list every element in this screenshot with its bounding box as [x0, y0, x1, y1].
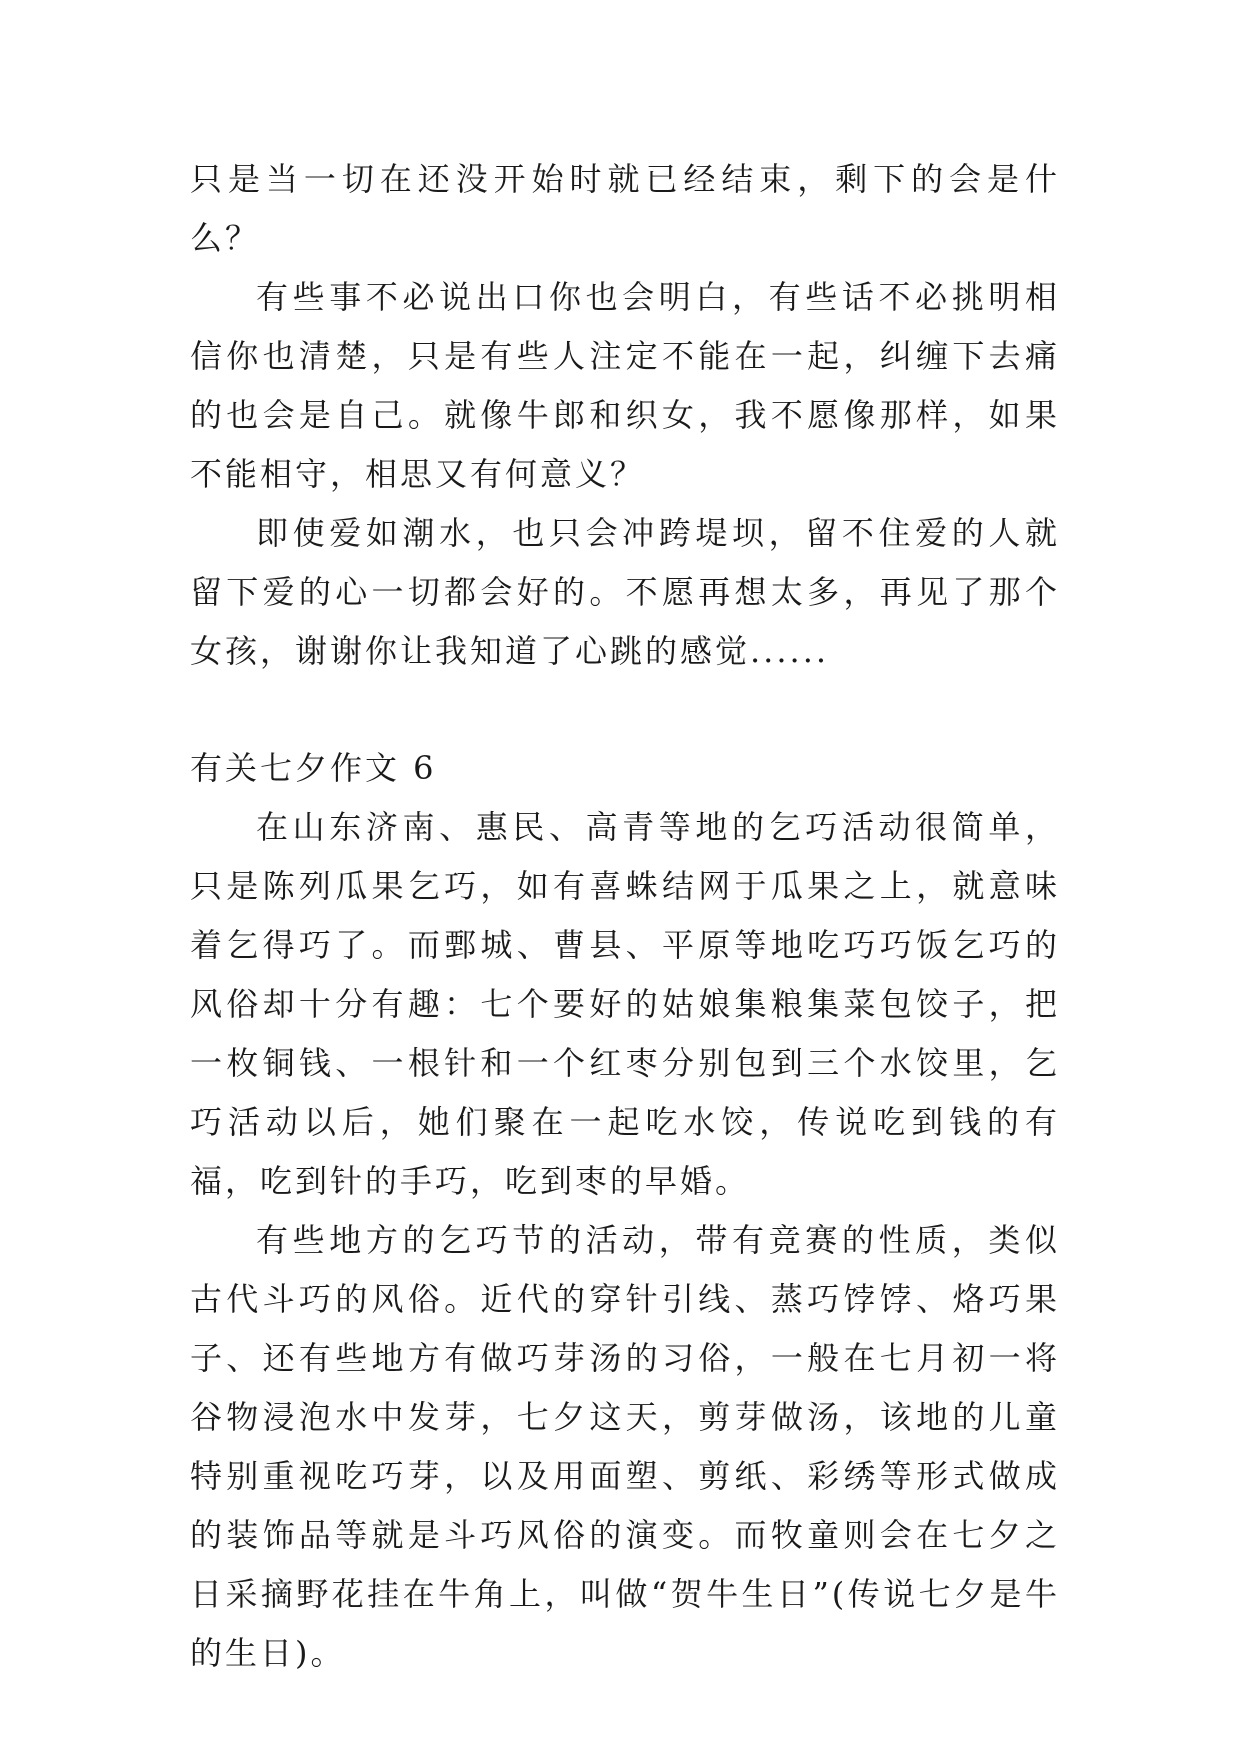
- intro-line: 只是当一切在还没开始时就已经结束，剩下的会是什么？: [190, 160, 1060, 257]
- paragraph: 在山东济南、惠民、高青等地的乞巧活动很简单，只是陈列瓜果乞巧，如有喜蛛结网于瓜果之上，就意味着乞得巧了。而鄄城、曹县、平原等地吃巧巧饭乞巧的风俗却十分有趣：七个要好的姑娘集粮集菜包饺子，把一枚铜钱、一根针和一个红枣分别包到三个水饺里，乞巧活动以后，她们聚在一起吃水饺，传说吃到钱的有福，吃到针的手巧，吃到枣的早婚。: [190, 808, 1060, 1200]
- section-title: 有关七夕作文 6: [190, 749, 437, 787]
- section-spacer: [190, 681, 1060, 739]
- paragraph: 即使爱如潮水，也只会冲跨堤坝，留不住爱的人就留下爱的心一切都会好的。不愿再想太多，再见了那个女孩，谢谢你让我知道了心跳的感觉......: [190, 514, 1060, 670]
- paragraph: 有些事不必说出口你也会明白，有些话不必挑明相信你也清楚，只是有些人注定不能在一起，纠缠下去痛的也会是自己。就像牛郎和织女，我不愿像那样，如果不能相守，相思又有何意义？: [190, 278, 1060, 493]
- paragraph: 有些地方的乞巧节的活动，带有竞赛的性质，类似古代斗巧的风俗。近代的穿针引线、蒸巧饽饽、烙巧果子、还有些地方有做巧芽汤的习俗，一般在七月初一将谷物浸泡水中发芽，七夕这天，剪芽做汤，该地的儿童特别重视吃巧芽，以及用面塑、剪纸、彩绣等形式做成的装饰品等就是斗巧风俗的演变。而牧童则会在七夕之日采摘野花挂在牛角上，叫做“贺牛生日”(传说七夕是牛的生日)。: [190, 1221, 1060, 1672]
- document-page: [190, 150, 1060, 1683]
